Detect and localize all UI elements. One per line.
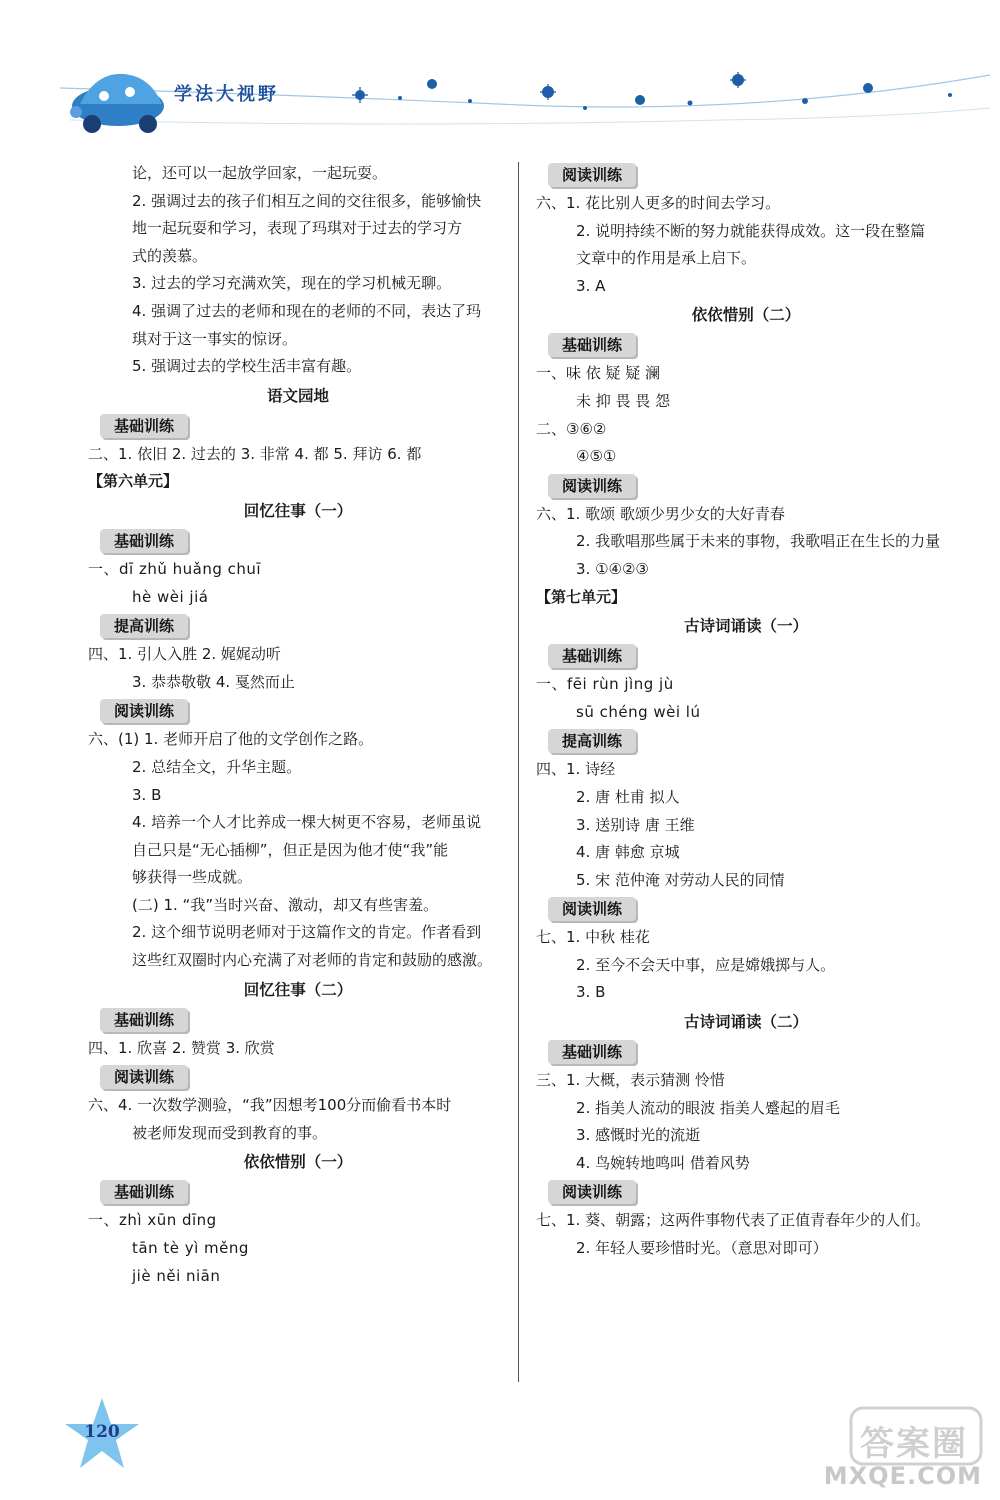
answer-line: 二、③⑥② (536, 419, 607, 438)
section-badge-row (536, 726, 956, 756)
answer-line: 2. 我歌唱那些属于未来的事物，我歌唱正在生长的力量 (576, 532, 941, 551)
left-column (88, 160, 508, 1290)
unit-title: 【第六单元】 (88, 472, 179, 491)
answer-line: 3. 过去的学习充满欢笑，现在的学习机械无聊。 (132, 274, 452, 293)
lesson-title: 语文园地 (266, 386, 329, 405)
answer-line: 论，还可以一起放学回家，一起玩耍。 (132, 164, 388, 182)
answer-line: 四、1. 引人入胜 2. 娓娓动听 (88, 645, 281, 664)
section-badge-row (88, 696, 508, 726)
unit-title: 【第七单元】 (536, 587, 627, 606)
section-badge: 基础训练 (100, 1180, 188, 1204)
answer-line: 四、1. 诗经 (536, 760, 616, 779)
answer-line: ④⑤① (576, 447, 617, 466)
section-badge-row (536, 471, 956, 501)
answer-line: 七、1. 葵、朝露；这两件事物代表了正值青春年少的人们。 (536, 1211, 931, 1230)
answer-line: 4. 培养一个人才比养成一棵大树更不容易，老师虽说 (132, 813, 482, 832)
answer-line: 2. 至今不会天中事，应是嫦娥掷与人。 (576, 955, 836, 974)
answer-line: 未 抑 畏 畏 怨 (576, 391, 671, 410)
answer-line: 3. ①④②③ (576, 559, 649, 578)
answer-line: 5. 强调过去的学校生活丰富有趣。 (132, 357, 362, 376)
answer-line: 自己只是“无心插柳”，但正是因为他才使“我”能 (132, 840, 449, 859)
answer-line: 二、1. 依旧 2. 过去的 3. 非常 4. 都 5. 拜访 6. 都 (88, 444, 422, 463)
watermark-logo-text: 答案圈 (860, 1424, 968, 1464)
section-badge: 基础训练 (548, 333, 636, 357)
section-badge-row (88, 411, 508, 441)
section-badge: 阅读训练 (100, 699, 188, 723)
section-badge: 基础训练 (548, 1040, 636, 1064)
answer-line: 2. 说明持续不断的努力就能获得成效。这一段在整篇 (576, 221, 926, 240)
answer-line: 六、1. 歌颂 歌颂少男少女的大好青春 (536, 504, 785, 523)
lesson-title: 古诗词诵读（一） (683, 617, 808, 636)
section-badge: 基础训练 (548, 644, 636, 668)
header-decoration (0, 0, 1000, 150)
answer-line: 这些红双圈时内心充满了对老师的肯定和鼓励的感激。 (132, 951, 493, 970)
answer-line: tān tè yì měng (132, 1239, 249, 1258)
answer-line: 2. 总结全文，升华主题。 (132, 757, 302, 776)
answer-line: 一、zhì xūn dīng (88, 1211, 217, 1230)
answer-line: 六、(1) 1. 老师开启了他的文学创作之路。 (88, 730, 374, 749)
answer-line: 三、1. 大概，表示猜测 怜惜 (536, 1071, 725, 1090)
answer-line: 3. 送别诗 唐 王维 (576, 815, 695, 834)
answer-line: 4. 唐 韩愈 京城 (576, 843, 680, 862)
answer-line: 2. 指美人流动的眼波 指美人蹙起的眉毛 (576, 1098, 840, 1117)
answer-line: hè wèi jiá (132, 587, 209, 606)
lesson-title: 古诗词诵读（二） (683, 1013, 808, 1032)
section-badge-row (88, 611, 508, 641)
answer-line: 3. B (576, 983, 606, 1002)
section-badge-row (536, 641, 956, 671)
watermark-site: MXQE.COM (823, 1462, 982, 1490)
answer-line: 琪对于这一事实的惊讶。 (132, 329, 298, 348)
answer-line: 3. A (576, 276, 606, 295)
section-badge-row (88, 1177, 508, 1207)
answer-line: 四、1. 欣喜 2. 赞赏 3. 欣赏 (88, 1038, 275, 1057)
section-badge-row (88, 526, 508, 556)
answer-line: 被老师发现而受到教育的事。 (132, 1123, 328, 1142)
section-badge-row (88, 1062, 508, 1092)
page-number-badge (62, 1394, 142, 1474)
answer-line: 2. 这个细节说明老师对于这篇作文的肯定。作者看到 (132, 923, 482, 942)
section-badge: 基础训练 (100, 529, 188, 553)
answer-line: 4. 强调了过去的老师和现在的老师的不同，表达了玛 (132, 301, 482, 320)
answer-line: 七、1. 中秋 桂花 (536, 928, 650, 947)
section-badge: 提高训练 (100, 614, 188, 638)
lesson-title: 依依惜别（二） (691, 306, 801, 325)
answer-line: 式的羡慕。 (132, 246, 208, 265)
page-header (0, 0, 1000, 150)
answer-line: 2. 强调过去的孩子们相互之间的交往很多，能够愉快 (132, 191, 482, 210)
answer-line: 2. 年轻人要珍惜时光。（意思对即可） (576, 1239, 828, 1258)
section-badge: 提高训练 (548, 729, 636, 753)
section-badge: 阅读训练 (548, 1180, 636, 1204)
watermark (781, 1400, 986, 1490)
answer-line: sū chéng wèi lú (576, 702, 701, 721)
section-badge: 基础训练 (100, 1008, 188, 1032)
snowflake-icon (355, 74, 952, 110)
answer-line: 文章中的作用是承上启下。 (576, 249, 757, 268)
section-badge-row (536, 160, 956, 190)
answer-line: 3. B (132, 785, 162, 804)
column-divider (518, 162, 519, 1382)
section-badge: 阅读训练 (548, 163, 636, 187)
answer-line: 地一起玩耍和学习，表现了玛琪对于过去的学习方 (132, 219, 463, 238)
section-badge: 阅读训练 (548, 474, 636, 498)
section-badge-row (536, 1037, 956, 1067)
answer-line: 4. 鸟婉转地鸣叫 借着风势 (576, 1153, 750, 1172)
answer-line: 3. 感慨时光的流逝 (576, 1126, 701, 1145)
answer-line: 2. 唐 杜甫 拟人 (576, 787, 680, 806)
answer-line: 一、fēi rùn jìng jù (536, 675, 674, 694)
section-badge: 阅读训练 (548, 897, 636, 921)
section-badge-row (88, 1005, 508, 1035)
section-badge: 基础训练 (100, 414, 188, 438)
answer-line: 一、dī zhǔ huǎng chuī (88, 559, 262, 578)
section-badge-row (536, 894, 956, 924)
answer-line: 一、味 依 疑 疑 澜 (536, 364, 661, 383)
section-badge-row (536, 330, 956, 360)
section-badge-row (536, 1177, 956, 1207)
car-icon (70, 74, 164, 133)
answer-line: 5. 宋 范仲淹 对劳动人民的同情 (576, 870, 785, 889)
answer-line: 六、4. 一次数学测验，“我”因想考100分而偷看书本时 (88, 1096, 452, 1115)
right-column (536, 160, 956, 1263)
answer-line: jiè něi niān (132, 1266, 221, 1285)
lesson-title: 回忆往事（一） (243, 501, 353, 520)
page-number: 120 (84, 1422, 120, 1442)
section-badge: 阅读训练 (100, 1065, 188, 1089)
answer-line: 3. 恭恭敬敬 4. 戛然而止 (132, 672, 295, 691)
header-logo-text: 学法大视野 (174, 84, 279, 105)
lesson-title: 依依惜别（一） (243, 1153, 353, 1172)
answer-line: 六、1. 花比别人更多的时间去学习。 (536, 194, 781, 212)
answer-line: 够获得一些成就。 (132, 868, 253, 887)
answer-line: (二) 1. “我”当时兴奋、激动，却又有些害羞。 (132, 895, 439, 914)
lesson-title: 回忆往事（二） (243, 980, 353, 999)
